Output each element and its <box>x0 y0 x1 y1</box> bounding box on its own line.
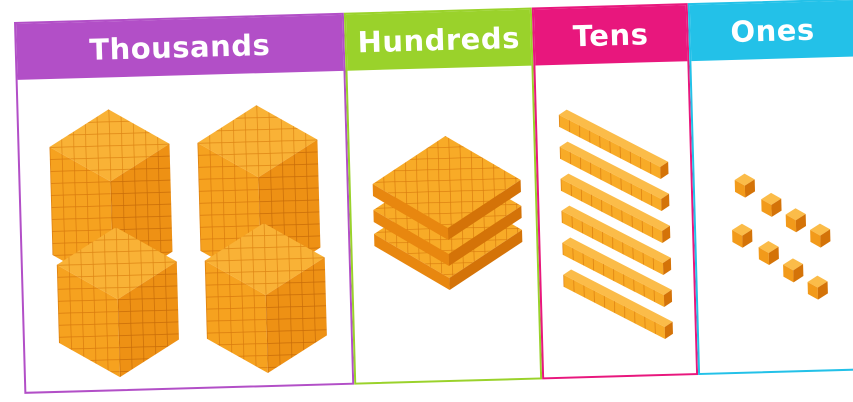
tens-blocks <box>535 61 696 379</box>
header-ones <box>690 1 853 62</box>
column-thousands <box>14 13 354 394</box>
column-tens <box>532 3 698 379</box>
one-cube <box>735 173 756 198</box>
column-ones <box>688 0 853 375</box>
header-hundreds <box>346 10 531 71</box>
one-cube <box>810 223 831 248</box>
tens-body <box>535 61 696 377</box>
ones-body <box>691 57 853 373</box>
thousands-blocks <box>18 71 353 394</box>
header-hundreds-label: Hundreds <box>357 20 521 60</box>
one-cube <box>732 223 753 248</box>
column-hundreds <box>344 8 542 385</box>
one-cube <box>807 275 828 300</box>
header-thousands <box>16 15 343 80</box>
one-cube <box>783 258 804 283</box>
one-cube <box>761 193 782 218</box>
one-cube <box>786 208 807 233</box>
header-ones-label: Ones <box>729 12 816 49</box>
header-tens-label: Tens <box>572 17 649 54</box>
one-cube <box>758 241 779 266</box>
hundreds-body <box>347 66 540 383</box>
ones-blocks <box>691 57 853 375</box>
place-value-chart <box>14 0 853 394</box>
header-thousands-label: Thousands <box>88 27 271 67</box>
thousands-body <box>18 71 353 392</box>
header-tens <box>534 5 688 65</box>
hundreds-blocks <box>347 66 540 385</box>
